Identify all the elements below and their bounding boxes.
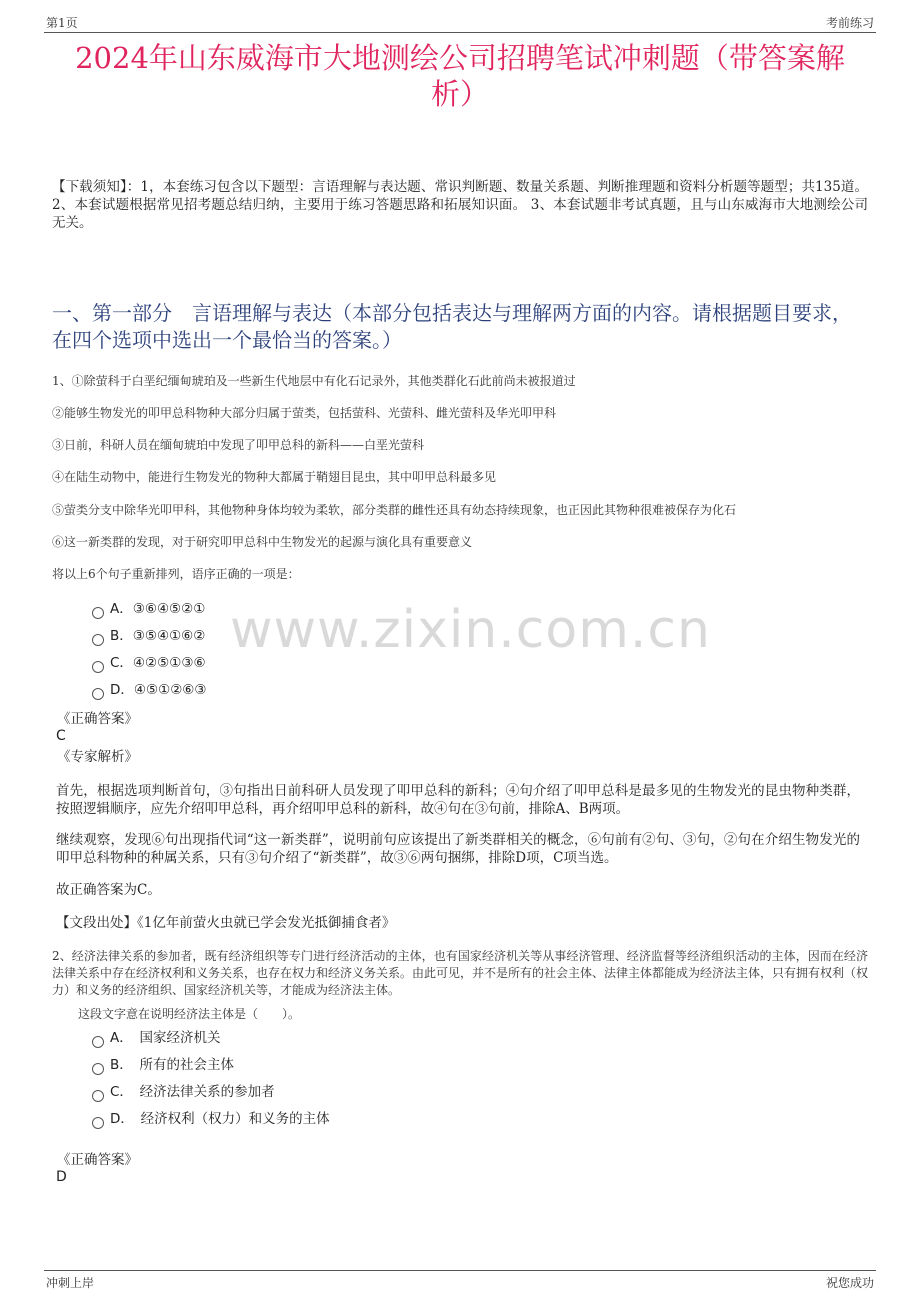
radio-icon[interactable] — [92, 1036, 104, 1048]
page-number: 第1页 — [46, 16, 78, 30]
q1-analysis-2: 继续观察，发现⑥句出现指代词“这一新类群”，说明前句应该提出了新类群相关的概念，⑥句前有②句、③句，②句在介绍生物发光的叩甲总科物种的种属关系，只有③句介绍了“新类群”，故③⑥两句捆绑，排除D项，C项当选。 — [56, 832, 860, 866]
q1-option-d[interactable]: D．④⑤①②⑥③ — [92, 681, 207, 699]
q1-analysis-1: 首先，根据选项判断首句，③句指出日前科研人员发现了叩甲总科的新科；④句介绍了叩甲总科是最多见的生物发光的昆虫物种类群，按照逻辑顺序，应先介绍叩甲总科，再介绍叩甲总科的新科，故④句在③句前，排除A、B两项。 — [56, 783, 860, 817]
q2-option-a[interactable]: A． 国家经济机关 — [92, 1029, 221, 1047]
q2-option-c[interactable]: C． 经济法律关系的参加者 — [92, 1083, 275, 1101]
radio-icon[interactable] — [92, 661, 104, 673]
q1-option-a[interactable]: A．③⑥④⑤②① — [92, 600, 205, 618]
footer-left: 冲刺上岸 — [46, 1276, 95, 1290]
q1-option-b[interactable]: B．③⑤④①⑥② — [92, 627, 205, 645]
watermark: www.zixin.com.cn — [230, 600, 711, 660]
radio-icon[interactable] — [92, 634, 104, 646]
q1-source: 【文段出处】《1亿年前萤火虫就已学会发光抵御捕食者》 — [56, 915, 396, 931]
q1-answer: C — [56, 728, 66, 744]
page-footer — [44, 1270, 876, 1293]
q2-answer-label: 《正确答案》 — [57, 1152, 138, 1168]
document-title: 2024年山东威海市大地测绘公司招聘笔试冲刺题（带答案解析） — [75, 41, 845, 111]
q2-passage: 2、经济法律关系的参加者，既有经济组织等专门进行经济活动的主体，也有国家经济机关等从事经济管理、经济监督等经济组织活动的主体，因而在经济法律关系中存在经济权利和义务关系，也存在权力和经济义务关系。由此可见，并不是所有的社会主体、法律主体都能成为经济法主体，只有拥有权利（权力）和义务的经济组织、国家经济机关等，才能成为经济法主体。 — [52, 949, 869, 997]
q1-sentence-6: ⑥这一新类群的发现，对于研究叩甲总科中生物发光的起源与演化具有重要意义 — [52, 535, 473, 549]
q1-sentence-5: ⑤萤类分支中除华光叩甲科，其他物种身体均较为柔软，部分类群的雌性还具有幼态持续现象，也正因此其物种很难被保存为化石 — [52, 503, 737, 517]
radio-icon[interactable] — [92, 1090, 104, 1102]
q1-sentence-4: ④在陆生动物中，能进行生物发光的物种大都属于鞘翅目昆虫，其中叩甲总科最多见 — [52, 470, 497, 484]
q1-option-c[interactable]: C．④②⑤①③⑥ — [92, 654, 206, 672]
q1-sentence-3: ③日前，科研人员在缅甸琥珀中发现了叩甲总科的新科——白垩光萤科 — [52, 438, 425, 452]
q2-stem: 这段文字意在说明经济法主体是（ ）。 — [78, 1007, 301, 1021]
radio-icon[interactable] — [92, 1117, 104, 1129]
q2-option-d[interactable]: D． 经济权利（权力）和义务的主体 — [92, 1110, 330, 1128]
q2-option-b[interactable]: B． 所有的社会主体 — [92, 1056, 234, 1074]
radio-icon[interactable] — [92, 607, 104, 619]
section-heading: 一、第一部分 言语理解与表达（本部分包括表达与理解两方面的内容。请根据题目要求，在四个选项中选出一个最恰当的答案。） — [52, 301, 852, 352]
q1-analysis-3: 故正确答案为C。 — [56, 882, 161, 898]
q1-analysis-label: 《专家解析》 — [57, 749, 138, 765]
radio-icon[interactable] — [92, 688, 104, 700]
q1-answer-label: 《正确答案》 — [57, 711, 138, 727]
page-header — [44, 12, 876, 33]
radio-icon[interactable] — [92, 1063, 104, 1075]
q1-sentence-2: ②能够生物发光的叩甲总科物种大部分归属于萤类，包括萤科、光萤科、雌光萤科及华光叩甲科 — [52, 406, 557, 420]
q2-answer: D — [56, 1169, 67, 1185]
download-notice: 【下载须知】：1，本套练习包含以下题型：言语理解与表达题、常识判断题、数量关系题、判断推理题和资料分析题等题型；共135道。 2、本套试题根据常见招考题总结归纳，主要用于练习答题思路和拓展知识面。 3、本套试题非考试真题，且与山东威海市大地测绘公司无关。 — [52, 179, 868, 231]
q1-stem: 将以上6个句子重新排列，语序正确的一项是： — [52, 567, 300, 581]
q1-sentence-1: 1、①除萤科于白垩纪缅甸琥珀及一些新生代地层中有化石记录外，其他类群化石此前尚未被报道过 — [52, 374, 576, 388]
header-label: 考前练习 — [825, 16, 874, 30]
footer-right: 祝您成功 — [825, 1276, 874, 1290]
